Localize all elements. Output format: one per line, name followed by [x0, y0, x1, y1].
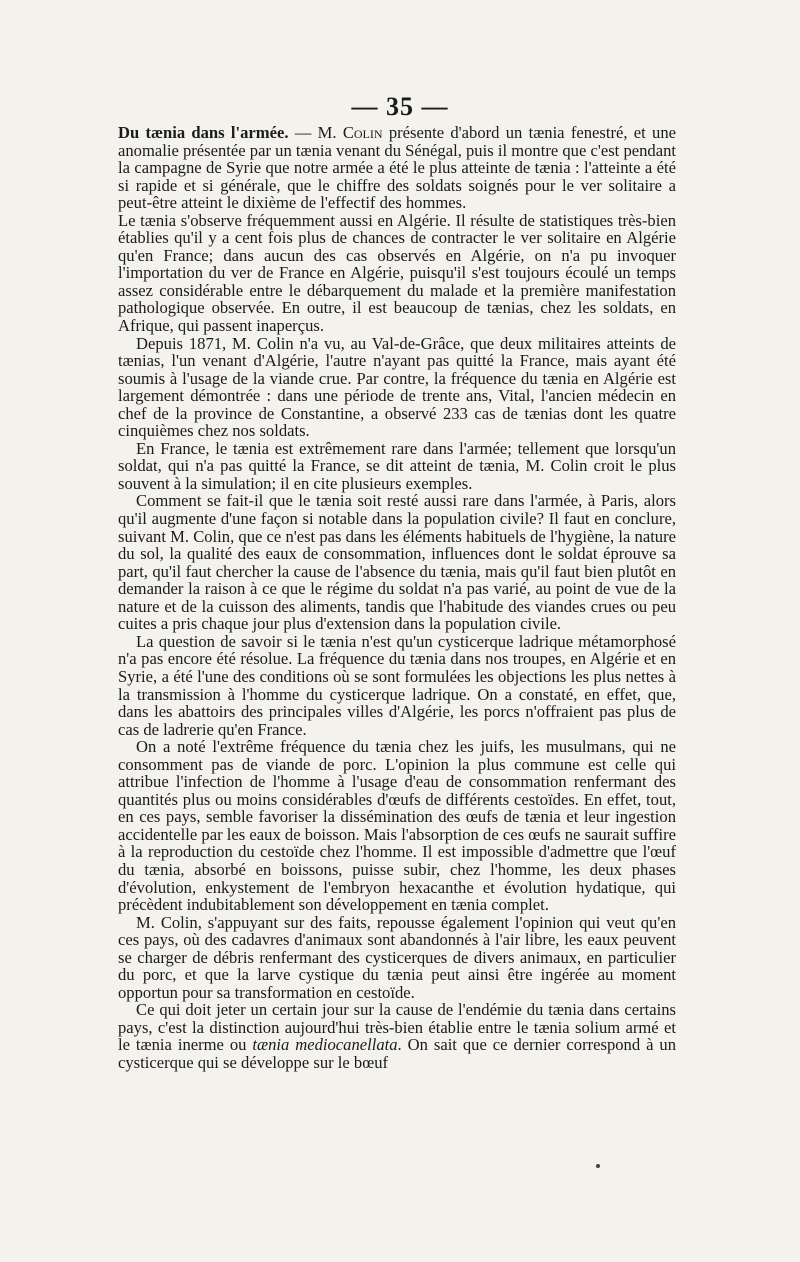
- author-name: Colin: [342, 123, 383, 142]
- print-mark: [596, 1164, 600, 1168]
- paragraph-5: Comment se fait-il que le tænia soit resté aussi rare dans l'armée, à Paris, alors qu'il augmente d'une façon si notable dans la population civile? Il faut en conclure, suivant M. Colin, que ce n'est pas dans les éléments habituels de l'hygiène, la nature du sol, la qualité des eaux de consommation, influences dont le soldat éprouve sa part, qu'il faut chercher la cause de l'absence du tænia, mais qu'il faut bien plutôt en demander la raison à ce que le régime du soldat n'a pas varié, au point de vue de la nature et de la cuisson des aliments, tandis que l'habitude des viandes crues ou peu cuites a pris chaque jour plus d'extension dans la population civile.: [118, 491, 676, 634]
- body-text: [118, 124, 676, 1072]
- page-number: — 35 —: [351, 92, 449, 121]
- species-name: tænia mediocanellata: [252, 1035, 398, 1055]
- paragraph-1-text: présente d'abord un tænia fenestré, et une anomalie présentée par un tænia venant du Sénégal, puis il montre que c'est pendant la campagne de Syrie que notre armée a été le plus atteinte de tænia : l'atteinte a été si rapide et si générale, que le chiffre des soldats soignés pour le ver solitaire a peut-être atteint le dixième de l'effectif des hommes.: [118, 123, 676, 213]
- section-heading: Du tænia dans l'armée.: [118, 123, 289, 142]
- paragraph-7: On a noté l'extrême fréquence du tænia chez les juifs, les musulmans, qui ne consomment pas de viande de porc. L'opinion la plus commune est celle qui attribue l'infection de l'homme à l'usage d'eau de consommation renfermant des quantités plus ou moins considérables d'œufs de différents cestoïdes. En effet, tout, en ces pays, semble favoriser la dissémination des œufs de tænia et leur ingestion accidentelle par les eaux de boisson. Mais l'absorption de ces œufs ne saurait suffire à la reproduction du cestoïde chez l'homme. Il est impossible d'admettre que l'œuf du tænia, absorbé en boissons, puisse subir, chez l'homme, les deux phases d'évolution, enkystement de l'embryon hexacanthe et évolution hydatique, qui précèdent indubitablement son développement en tænia complet.: [118, 737, 676, 915]
- paragraph-6: La question de savoir si le tænia n'est qu'un cysticerque ladrique métamorphosé n'a pas encore été résolue. La fréquence du tænia dans nos troupes, en Algérie et en Syrie, a été l'une des conditions où se sont formulées les objections les plus nettes à la transmission à l'homme du cysticerque ladrique. On a constaté, en effet, que, dans les abattoirs des principales villes d'Algérie, les porcs n'offraient pas plus de cas de ladrerie qu'en France.: [118, 631, 676, 739]
- paragraph-3: Depuis 1871, M. Colin n'a vu, au Val-de-Grâce, que deux militaires atteints de tænias, l'un venant d'Algérie, l'autre n'ayant pas quitté la France, mais ayant été soumis à l'usage de la viande crue. Par contre, la fréquence du tænia en Algérie est largement démontrée : dans une période de trente ans, Vital, l'ancien médecin en chef de la province de Constantine, a observé 233 cas de tænias dont les quatre cinquièmes chez nos soldats.: [118, 333, 676, 441]
- paragraph-9: [118, 1001, 676, 1071]
- paragraph-8: M. Colin, s'appuyant sur des faits, repousse également l'opinion qui veut qu'en ces pays, où des cadavres d'animaux sont abandonnés à l'air libre, les eaux peuvent se charger de débris renfermant des cysticerques de divers animaux, en particulier du porc, et que la larve cystique du tænia peut ainsi être ingérée au moment opportun pour sa transformation en cestoïde.: [118, 912, 676, 1002]
- paragraph-1: [118, 124, 676, 212]
- heading-dash: — M.: [288, 123, 343, 142]
- paragraph-9-text-b: . On sait que ce dernier correspond à un cysticerque qui se développe sur le bœuf: [118, 1035, 676, 1072]
- paragraph-2: Le tænia s'observe fréquemment aussi en Algérie. Il résulte de statistiques très-bien établies qu'il y a cent fois plus de chances de contracter le ver solitaire en Algérie qu'en France; dans aucun des cas observés en Algérie, on n'a pu invoquer l'importation du ver de France en Algérie, puisqu'il s'est toujours écoulé un temps assez considérable entre le débarquement du malade et la première manifestation pathologique observée. En outre, il est beaucoup de tænias, chez les soldats, en Afrique, qui passent inaperçus.: [118, 210, 676, 336]
- paragraph-4: En France, le tænia est extrêmement rare dans l'armée; tellement que lorsqu'un soldat, qui n'a pas quitté la France, se dit atteint de tænia, M. Colin croit le plus souvent à la simulation; il en cite plusieurs exemples.: [118, 438, 676, 493]
- paragraph-9-text-a: Ce qui doit jeter un certain jour sur la cause de l'endémie du tænia dans certains pays, c'est la distinction aujourd'hui très-bien établie entre le tænia solium armé et le tænia inerme ou: [118, 1000, 676, 1055]
